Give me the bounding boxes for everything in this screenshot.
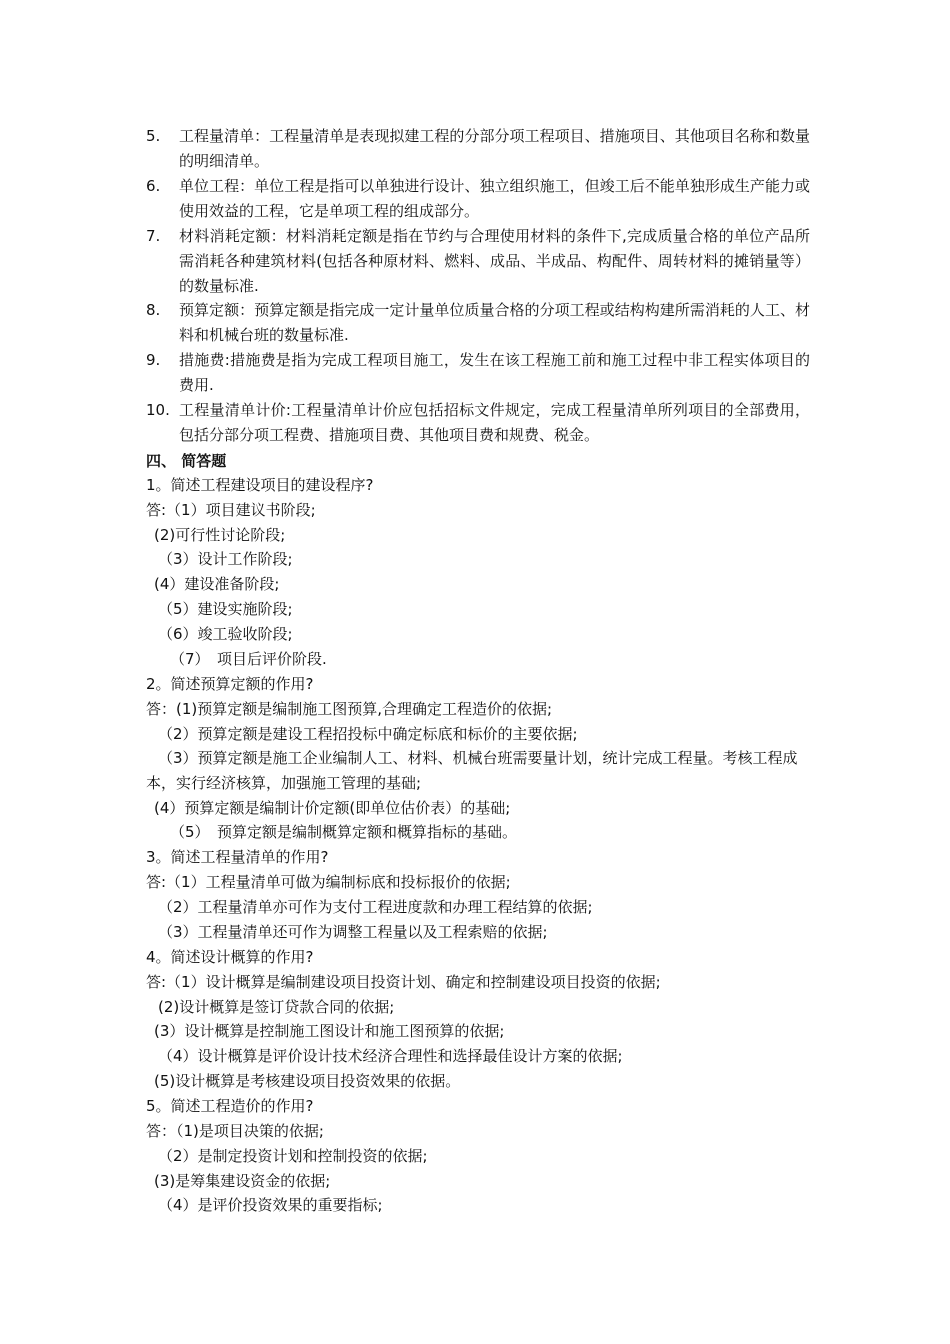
definition-text: 单位工程：单位工程是指可以单独进行设计、独立组织施工，但竣工后不能单独形成生产能力或使用效益的工程，它是单项工程的组成部分。	[179, 177, 810, 220]
definition-number: 6.	[146, 177, 161, 195]
definition-8	[146, 298, 810, 348]
answer-2-item: （2）预算定额是建设工程招投标中确定标底和标价的主要依据;	[158, 725, 578, 743]
answer-5-item: (3)是筹集建设资金的依据;	[154, 1172, 331, 1190]
definition-number: 9.	[146, 351, 161, 369]
answer-3-item: （2）工程量清单亦可作为支付工程进度款和办理工程结算的依据;	[158, 898, 593, 916]
answer-1-item: （5）建设实施阶段;	[158, 600, 293, 618]
answer-1-item: （7） 项目后评价阶段.	[170, 650, 327, 668]
answer-1-item: （3）设计工作阶段;	[158, 550, 293, 568]
answer-3-item: （3）工程量清单还可作为调整工程量以及工程索赔的依据;	[158, 923, 548, 941]
answer-3-item: 答:（1）工程量清单可做为编制标底和投标报价的依据;	[146, 873, 511, 891]
answer-4-item: （4）设计概算是评价设计技术经济合理性和选择最佳设计方案的依据;	[158, 1047, 623, 1065]
question-3: 3。简述工程量清单的作用?	[146, 848, 329, 866]
definition-number: 5.	[146, 127, 161, 145]
answer-2-item: （3）预算定额是施工企业编制人工、材料、机械台班需要量计划，统计完成工程量。考核工程成本，实行经济核算，加强施工管理的基础;	[146, 749, 798, 792]
answer-2-item: (4）预算定额是编制计价定额(即单位估价表）的基础;	[154, 799, 511, 817]
question-5: 5。简述工程造价的作用?	[146, 1097, 314, 1115]
answer-4-item: 答:（1）设计概算是编制建设项目投资计划、确定和控制建设项目投资的依据;	[146, 973, 661, 991]
question-4: 4。简述设计概算的作用?	[146, 948, 314, 966]
definition-6	[146, 174, 810, 224]
answer-1-item: （6）竣工验收阶段;	[158, 625, 293, 643]
definition-text: 预算定额：预算定额是指完成一定计量单位质量合格的分项工程或结构构建所需消耗的人工、材料和机械台班的数量标准.	[179, 301, 810, 344]
question-1: 1。简述工程建设项目的建设程序?	[146, 476, 374, 494]
definition-text: 工程量清单计价:工程量清单计价应包括招标文件规定，完成工程量清单所列项目的全部费用，包括分部分项工程费、措施项目费、其他项目费和规费、税金。	[179, 401, 810, 444]
answer-5-item: 答：（1)是项目决策的依据;	[146, 1122, 324, 1140]
definition-7	[146, 224, 810, 299]
answer-1-item: (2)可行性讨论阶段;	[154, 526, 286, 544]
answer-4-item: (2)设计概算是签订贷款合同的依据;	[158, 998, 395, 1016]
answer-5-item: （2）是制定投资计划和控制投资的依据;	[158, 1147, 428, 1165]
definition-text: 材料消耗定额：材料消耗定额是指在节约与合理使用材料的条件下,完成质量合格的单位产品所需消耗各种建筑材料(包括各种原材料、燃料、成品、半成品、构配件、周转材料的摊销量等）的数量标准.	[179, 227, 810, 295]
definition-number: 7.	[146, 227, 161, 245]
answer-2-item: （5） 预算定额是编制概算定额和概算指标的基础。	[170, 823, 518, 841]
section-title: 四、 简答题	[146, 452, 227, 470]
answer-1-item: (4）建设准备阶段;	[154, 575, 280, 593]
answer-1-item: 答:（1）项目建议书阶段;	[146, 501, 316, 519]
answer-4-item: (3）设计概算是控制施工图设计和施工图预算的依据;	[154, 1022, 505, 1040]
definition-5	[146, 124, 810, 174]
definition-number: 10.	[146, 401, 170, 419]
definition-text: 工程量清单：工程量清单是表现拟建工程的分部分项工程项目、措施项目、其他项目名称和数量的明细清单。	[179, 127, 810, 170]
definition-text: 措施费:措施费是指为完成工程项目施工，发生在该工程施工前和施工过程中非工程实体项目的费用.	[179, 351, 810, 394]
definition-10	[146, 398, 810, 448]
answer-2-item: 答：(1)预算定额是编制施工图预算,合理确定工程造价的依据;	[146, 700, 553, 718]
question-2: 2。简述预算定额的作用?	[146, 675, 314, 693]
answer-4-item: (5)设计概算是考核建设项目投资效果的依据。	[154, 1072, 461, 1090]
definition-9	[146, 348, 810, 398]
answer-5-item: （4）是评价投资效果的重要指标;	[158, 1196, 383, 1214]
definition-number: 8.	[146, 301, 161, 319]
